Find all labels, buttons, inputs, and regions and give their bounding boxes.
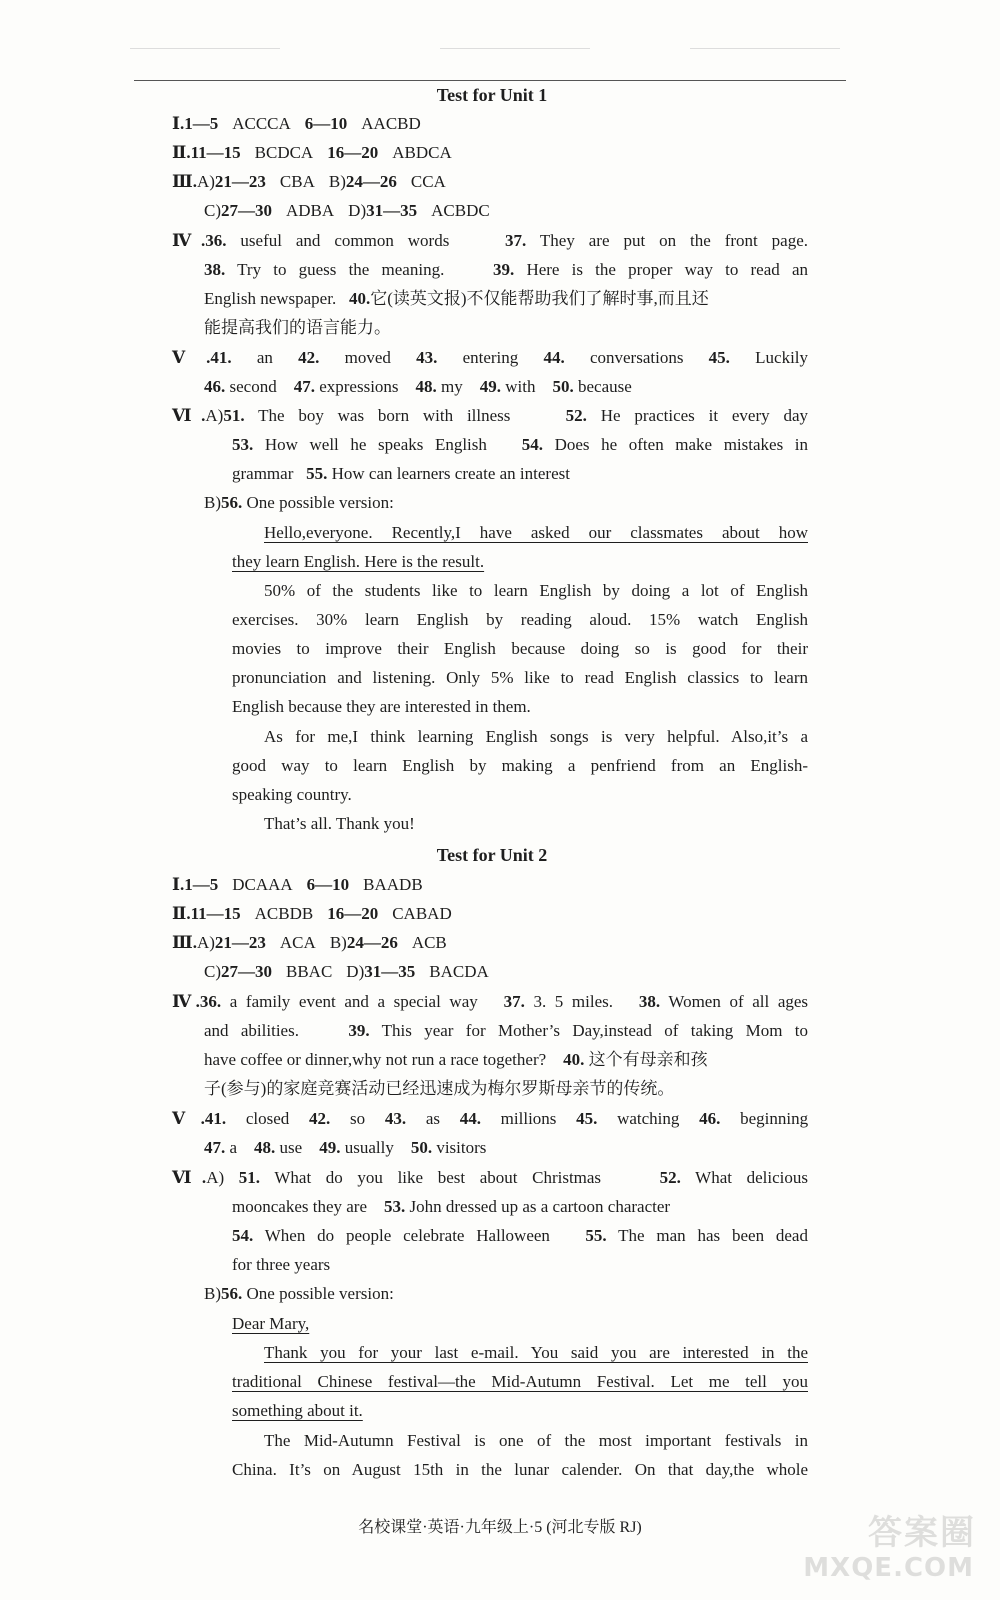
- unit2-essay-greeting: Dear Mary,: [232, 1314, 310, 1333]
- unit2-essay-p1c: something about it.: [232, 1401, 363, 1420]
- unit2-section6-56: B)56. One possible version:: [204, 1284, 394, 1303]
- unit2-section4-line2: and abilities. 39. This year for Mother’s Day,instead of taking Mom to: [204, 1021, 809, 1040]
- unit2-section3-ab: Ⅲ.A)21—23 ACA B)24—26 ACB: [172, 933, 447, 952]
- unit1-essay-p1b: they learn English. Here is the result.: [232, 552, 485, 571]
- unit1-essay-p2a: 50% of the students like to learn English by doing a lot of English: [264, 581, 808, 600]
- unit1-section6-line1: Ⅵ.A)51. The boy was born with illness 52. He practices it every day: [172, 406, 808, 425]
- unit2-section5-line2: 47. a 48. use 49. usually 50. visitors: [204, 1138, 487, 1157]
- unit1-essay-p2b: exercises. 30% learn English by reading aloud. 15% watch English: [232, 610, 808, 629]
- unit1-section5-line2: 46. second 47. expressions 48. my 49. with 50. because: [204, 377, 632, 396]
- page-footer: 名校课堂·英语·九年级上·5 (河北专版 RJ): [358, 1519, 642, 1536]
- unit1-essay-p4: That’s all. Thank you!: [264, 814, 415, 833]
- unit2-section4-line1: Ⅳ.36. a family event and a special way 37. 3. 5 miles. 38. Women of all ages: [172, 992, 809, 1011]
- unit1-essay-p2e: English because they are interested in them.: [232, 697, 531, 716]
- unit2-title: Test for Unit 2: [436, 845, 548, 865]
- watermark-logo: 答案圈: [868, 1513, 976, 1553]
- unit1-essay-p3c: speaking country.: [232, 785, 352, 804]
- unit1-essay-p2d: pronunciation and listening. Only 5% like to read English classics to learn: [232, 668, 808, 687]
- scan-edge-line: [130, 48, 280, 49]
- unit1-essay-p2c: movies to improve their English because doing so is good for their: [232, 639, 808, 658]
- watermark-url: MXQE.COM: [803, 1553, 974, 1583]
- unit1-section1: Ⅰ.1—5 ACCCA 6—10 AACBD: [172, 114, 421, 133]
- scan-edge-line: [440, 48, 590, 49]
- unit2-section6-line2: mooncakes they are 53. John dressed up as a cartoon character: [232, 1197, 671, 1216]
- scan-edge-line: [690, 48, 840, 49]
- unit1-section3-ab: Ⅲ.A)21—23 CBA B)24—26 CCA: [172, 172, 446, 191]
- unit1-section3-cd: C)27—30 ADBA D)31—35 ACBDC: [204, 201, 490, 220]
- unit2-section5-line1: Ⅴ.41. closed 42. so 43. as 44. millions 45. watching 46. beginning: [172, 1109, 809, 1128]
- unit2-section2: Ⅱ.11—15 ACBDB 16—20 CABAD: [172, 904, 452, 923]
- unit2-essay-p2b: China. It’s on August 15th in the lunar calender. On that day,the whole: [232, 1460, 808, 1479]
- unit1-section2: Ⅱ.11—15 BCDCA 16—20 ABDCA: [172, 143, 452, 162]
- unit2-section4-line4: 子(参与)的家庭竞赛活动已经迅速成为梅尔罗斯母亲节的传统。: [204, 1079, 675, 1098]
- unit1-section4-line1: Ⅳ.36. useful and common words 37. They are put on the front page.: [172, 231, 809, 250]
- unit2-section1: Ⅰ.1—5 DCAAA 6—10 BAADB: [172, 875, 423, 894]
- unit1-section4-line3: English newspaper. 40.它(读英文报)不仅能帮助我们了解时事,而且还: [204, 289, 709, 308]
- unit2-section6-line4: for three years: [232, 1255, 331, 1274]
- unit1-section4-line2: 38. Try to guess the meaning. 39. Here is the proper way to read an: [204, 260, 808, 279]
- unit2-essay-p2a: The Mid-Autumn Festival is one of the most important festivals in: [264, 1431, 808, 1450]
- unit2-essay-p1a: Thank you for your last e-mail. You said you are interested in the: [264, 1343, 808, 1362]
- unit1-section5-line1: Ⅴ.41. an 42. moved 43. entering 44. conversations 45. Luckily: [172, 348, 809, 367]
- unit2-section6-line3: 54. When do people celebrate Halloween 55. The man has been dead: [232, 1226, 808, 1245]
- unit1-essay-p3b: good way to learn English by making a penfriend from an English-: [232, 756, 808, 775]
- unit2-section3-cd: C)27—30 BBAC D)31—35 BACDA: [204, 962, 489, 981]
- unit1-section6-line3: grammar 55. How can learners create an interest: [232, 464, 570, 483]
- unit1-section4-line4: 能提高我们的语言能力。: [204, 318, 391, 337]
- unit2-essay-p1b: traditional Chinese festival—the Mid-Autumn Festival. Let me tell you: [232, 1372, 808, 1391]
- unit1-essay-p1a: Hello,everyone. Recently,I have asked our classmates about how: [264, 523, 808, 542]
- unit2-section4-line3: have coffee or dinner,why not run a race together? 40. 这个有母亲和孩: [204, 1050, 708, 1069]
- unit1-title: Test for Unit 1: [436, 85, 548, 105]
- unit1-essay-p3a: As for me,I think learning English songs is very helpful. Also,it’s a: [264, 727, 808, 746]
- unit1-section6-line2: 53. How well he speaks English 54. Does he often make mistakes in: [232, 435, 809, 454]
- unit2-section6-line1: Ⅵ.A) 51. What do you like best about Christmas 52. What delicious: [172, 1168, 808, 1187]
- unit1-section6-56: B)56. One possible version:: [204, 493, 394, 512]
